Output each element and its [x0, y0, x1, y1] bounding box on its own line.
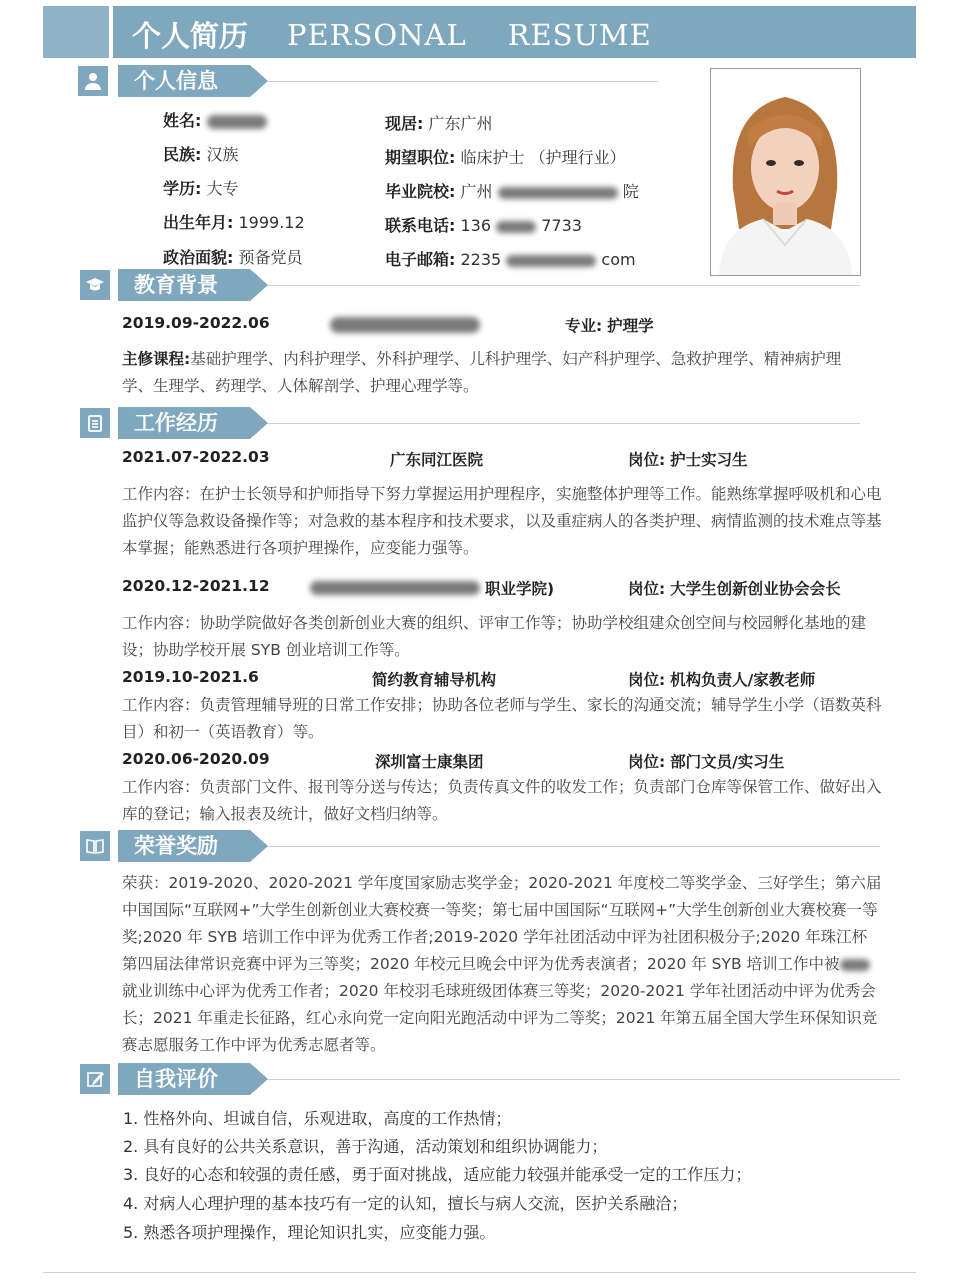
page-bottom-divider	[43, 1272, 916, 1273]
education-row	[163, 176, 239, 199]
work-2-role: 大学生创新创业协会会长	[670, 580, 841, 598]
ethnicity-row	[163, 142, 239, 165]
section-arrow	[250, 830, 268, 862]
section-title-personal: 个人信息	[118, 65, 250, 97]
name-label: 姓名:	[163, 111, 202, 130]
redacted-block	[310, 581, 480, 595]
redacted-name	[207, 115, 267, 129]
residence-value: 广东广州	[428, 114, 493, 133]
birth-value: 1999.12	[238, 213, 305, 232]
work-4-org: 深圳富士康集团	[375, 753, 484, 771]
self-eval-item: 2. 具有良好的公共关系意识，善于沟通，活动策划和组织协调能力；	[123, 1137, 608, 1156]
graduation-cap-icon	[80, 270, 110, 300]
section-title-work: 工作经历	[118, 407, 250, 439]
pencil-icon	[80, 1064, 110, 1094]
section-arrow	[250, 1063, 268, 1095]
school-label: 毕业院校:	[385, 182, 456, 201]
work-1-role: 护士实习生	[670, 451, 748, 469]
courses-paragraph	[122, 346, 870, 400]
section-divider	[268, 1079, 900, 1080]
birth-row	[163, 210, 305, 233]
role-label: 岗位:	[628, 580, 666, 598]
section-title-self: 自我评价	[118, 1063, 250, 1095]
edu-value: 大专	[206, 179, 239, 198]
redacted-school	[498, 187, 618, 199]
school-row	[385, 179, 639, 202]
resume-title-en: PERSONAL RESUME	[287, 18, 652, 52]
header-accent	[43, 6, 113, 58]
major-row	[565, 314, 654, 336]
work-4-role-row	[628, 750, 784, 772]
email-row	[385, 247, 636, 270]
section-divider	[268, 423, 860, 424]
self-eval-item: 3. 良好的心态和较强的责任感，勇于面对挑战，适应能力较强并能承受一定的工作压力；	[123, 1165, 752, 1184]
honors-text-a: 荣获：2019-2020、2020-2021 学年度国家励志奖学金；2020-2021 年度校二等奖学金、三好学生；第六届中国国际“互联网+”大学生创新创业大赛校赛一等奖；第七届中国国际“互联网+”大学生创新创业大赛校赛一等奖;2020 年 SYB 培训工作中评为优秀工作者;2019-2020 学年社团活动中评为社团积极分子;2020 年珠江杯第四届法律常识竞赛中评为三等奖；2020 年校元旦晚会中评为优秀表演者；2020 年 SYB 培训工作中被	[122, 874, 882, 973]
redacted-org	[310, 577, 480, 596]
self-eval-item: 5. 熟悉各项护理操作，理论知识扎实，应变能力强。	[123, 1223, 496, 1242]
courses-label: 主修课程:	[122, 350, 191, 368]
phone-row	[385, 213, 582, 236]
school-suffix: 院	[622, 182, 639, 201]
section-divider	[268, 285, 860, 286]
work-3-org: 简约教育辅导机构	[372, 671, 497, 689]
position-label: 期望职位:	[385, 148, 456, 167]
work-1-role-row	[628, 448, 748, 470]
self-eval-item: 1. 性格外向、坦诚自信，乐观进取，高度的工作热情；	[123, 1109, 512, 1128]
work-4-desc: 工作内容：负责部门文件、报刊等分送与传达；负责传真文件的收发工作；负责部门仓库等保管工作、做好出入库的登记；输入报表及统计，做好文档归纳等。	[122, 778, 882, 823]
section-divider	[268, 81, 658, 82]
phone-prefix: 136	[460, 216, 492, 235]
self-eval-item: 4. 对病人心理护理的基本技巧有一定的认知，擅长与病人交流，医护关系融洽；	[123, 1194, 688, 1213]
section-divider	[268, 846, 880, 847]
role-label: 岗位:	[628, 753, 666, 771]
redacted-email	[506, 255, 596, 267]
political-value: 预备党员	[238, 248, 303, 267]
phone-suffix: 7733	[541, 216, 582, 235]
edu-label: 学历:	[163, 179, 202, 198]
work-4-role: 部门文员/实习生	[670, 753, 785, 771]
section-arrow	[250, 65, 268, 97]
resume-title-cn: 个人简历	[132, 19, 249, 53]
role-label: 岗位:	[628, 671, 666, 689]
book-icon	[80, 831, 110, 861]
work-3-period: 2019.10-2021.6	[122, 668, 259, 686]
role-label: 岗位:	[628, 451, 666, 469]
residence-row	[385, 111, 493, 134]
birth-label: 出生年月:	[163, 213, 234, 232]
honors-text-b: 就业训练中心评为优秀工作者；2020 年校羽毛球班级团体赛三等奖；2020-2021 学年社团活动中评为优秀会长；2021 年重走长征路，红心永向党一定向阳光跑活动中评为二等奖；2021 年第五届全国大学生环保知识竞赛志愿服务工作中评为优秀志愿者等。	[122, 982, 878, 1054]
residence-label: 现居:	[385, 114, 424, 133]
section-arrow	[250, 269, 268, 301]
section-title-education: 教育背景	[118, 269, 250, 301]
email-label: 电子邮箱:	[385, 250, 456, 269]
work-1-desc: 工作内容：在护士长领导和护师指导下努力掌握运用护理程序，实施整体护理等工作。能熟练掌握呼吸机和心电监护仪等急救设备操作等；对急救的基本程序和技术要求，以及重症病人的各类护理、病情监测的技术难点等基本掌握；能熟悉进行各项护理操作，应变能力强等。	[122, 485, 882, 557]
section-title-honors: 荣誉奖励	[118, 830, 250, 862]
redacted-school-name	[330, 314, 480, 333]
position-row	[385, 145, 626, 168]
section-arrow	[250, 407, 268, 439]
email-suffix: com	[601, 250, 636, 269]
work-3-desc: 工作内容：负责管理辅导班的日常工作安排；协助各位老师与学生、家长的沟通交流；辅导学生小学（语数英科目）和初一（英语教育）等。	[122, 696, 882, 741]
work-2-period: 2020.12-2021.12	[122, 577, 270, 595]
email-prefix: 2235	[460, 250, 502, 269]
redacted-block	[330, 317, 480, 333]
work-3-role-row	[628, 668, 815, 690]
profile-photo	[710, 68, 861, 276]
name-row	[163, 108, 267, 131]
ethnicity-value: 汉族	[206, 145, 239, 164]
redacted-phone	[496, 221, 536, 233]
work-1-period: 2021.07-2022.03	[122, 448, 270, 466]
work-4-period: 2020.06-2020.09	[122, 750, 270, 768]
school-prefix: 广州	[460, 182, 493, 201]
clipboard-icon	[80, 408, 110, 438]
work-2-org: 职业学院)	[485, 580, 555, 598]
position-value: 临床护士 （护理行业）	[460, 148, 626, 167]
phone-label: 联系电话:	[385, 216, 456, 235]
honors-paragraph	[122, 870, 882, 1059]
person-icon	[78, 66, 108, 96]
ethnicity-label: 民族:	[163, 145, 202, 164]
work-2-desc: 工作内容：协助学院做好各类创新创业大赛的组织、评审工作等；协助学校组建众创空间与校园孵化基地的建设；协助学校开展 SYB 创业培训工作等。	[122, 614, 867, 659]
edu-period: 2019.09-2022.06	[122, 314, 270, 332]
major-label: 专业:	[565, 317, 603, 335]
work-1-org: 广东同江医院	[390, 451, 484, 469]
work-2-role-row	[628, 577, 841, 599]
major-value: 护理学	[607, 317, 654, 335]
work-3-role: 机构负责人/家教老师	[670, 671, 816, 689]
political-label: 政治面貌:	[163, 248, 234, 267]
courses-text: 基础护理学、内科护理学、外科护理学、儿科护理学、妇产科护理学、急救护理学、精神病护理学、生理学、药理学、人体解剖学、护理心理学等。	[122, 350, 842, 395]
redacted-honor	[840, 959, 870, 971]
political-row	[163, 245, 303, 268]
